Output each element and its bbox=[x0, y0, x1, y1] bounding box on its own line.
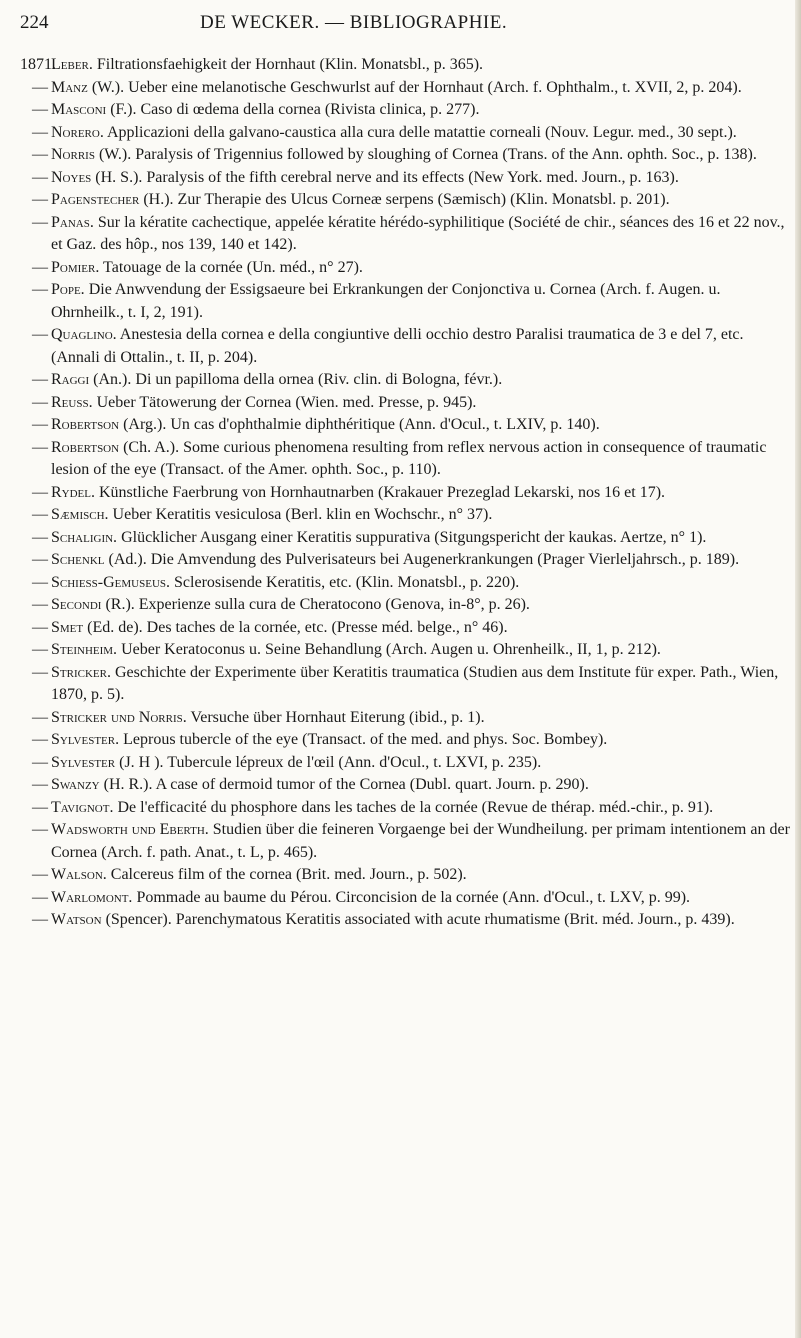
ditto-dash: — bbox=[32, 708, 48, 726]
bibliography-entry bbox=[20, 77, 790, 100]
entry-body bbox=[51, 887, 790, 910]
entry-citation: (H. S.). Paralysis of the fifth cerebral nerve and its effects (New York. med. Journ., p. 163). bbox=[91, 168, 679, 186]
entry-citation: (W.). Paralysis of Trigennius followed by sloughing of Cornea (Trans. of the Ann. ophth. Soc., p. 138). bbox=[94, 146, 757, 163]
entry-body bbox=[51, 212, 790, 257]
ditto-dash: — bbox=[32, 821, 48, 838]
bibliography-list bbox=[20, 54, 790, 932]
entry-citation: Ueber Keratitis vesiculosa (Berl. klin en Wochschr., n° 37). bbox=[108, 506, 493, 523]
entry-author: Manz bbox=[51, 78, 88, 96]
entry-author: Reuss. bbox=[51, 393, 93, 411]
bibliography-entry bbox=[20, 54, 790, 77]
ditto-dash: — bbox=[32, 438, 48, 456]
ditto-dash: — bbox=[32, 776, 48, 793]
entry-author: Leber. bbox=[51, 56, 93, 73]
ditto-dash: — bbox=[32, 798, 48, 816]
page-header bbox=[0, 12, 801, 42]
entry-body bbox=[51, 279, 790, 324]
bibliography-entry bbox=[20, 167, 790, 190]
bibliography-entry bbox=[20, 527, 790, 550]
ditto-dash: — bbox=[32, 506, 48, 523]
entry-citation: Künstliche Faerbrung von Hornhautnarben (Krakauer Prezeglad Lekarski, nos 16 et 17). bbox=[95, 483, 666, 501]
page-edge bbox=[795, 0, 801, 1338]
entry-body bbox=[51, 257, 790, 280]
entry-citation: Filtrationsfaehigkeit der Hornhaut (Klin. Monatsbl., p. 365). bbox=[92, 56, 484, 73]
entry-author: Pagenstecher bbox=[51, 191, 140, 208]
bibliography-entry bbox=[20, 122, 790, 145]
bibliography-entry bbox=[20, 864, 790, 887]
bibliography-entry bbox=[20, 437, 790, 482]
bibliography-entry bbox=[20, 887, 790, 910]
entry-citation: Die Anwvendung der Essigsaeure bei Erkrankungen der Conjonctiva u. Cornea (Arch. f. Augen. u. Ohrnheilk., t. I, 2, 191). bbox=[51, 281, 721, 321]
bibliography-entry bbox=[20, 662, 790, 707]
entry-author: Steinheim. bbox=[51, 641, 118, 658]
entry-body bbox=[51, 144, 790, 167]
entry-author: Panas. bbox=[51, 213, 94, 231]
ditto-dash: — bbox=[32, 866, 48, 883]
entry-body bbox=[51, 797, 790, 820]
entry-body bbox=[51, 122, 790, 145]
entry-author: Robertson bbox=[51, 416, 120, 433]
year-label: 1871. bbox=[20, 56, 56, 73]
entry-body bbox=[51, 909, 790, 932]
entry-body bbox=[51, 639, 790, 662]
ditto-dash: — bbox=[32, 168, 48, 186]
ditto-dash: — bbox=[32, 371, 48, 388]
ditto-dash: — bbox=[32, 416, 48, 433]
bibliography-entry bbox=[20, 617, 790, 640]
entry-body bbox=[51, 504, 790, 527]
entry-body bbox=[51, 572, 790, 595]
ditto-dash: — bbox=[32, 753, 48, 771]
bibliography-entry bbox=[20, 909, 790, 932]
entry-body bbox=[51, 77, 790, 100]
entry-citation: (Ch. A.). Some curious phenomena resulting from reflex nervous action in consequence of traumatic lesion of the eye (Transact. of the Amer. ophth. Soc., p. 110). bbox=[51, 438, 767, 478]
entry-body bbox=[51, 392, 790, 415]
ditto-dash: — bbox=[32, 911, 48, 928]
entry-body bbox=[51, 752, 790, 775]
entry-citation: Tatouage de la cornée (Un. méd., n° 27). bbox=[99, 258, 363, 276]
bibliography-entry bbox=[20, 594, 790, 617]
entry-author: Norris bbox=[51, 146, 95, 163]
bibliography-entry bbox=[20, 414, 790, 437]
entry-citation: (R.). Experienze sulla cura de Cheratocono (Genova, in-8°, p. 26). bbox=[101, 596, 530, 613]
entry-author: Watson bbox=[51, 911, 102, 928]
entry-author: Sylvester bbox=[51, 753, 116, 771]
entry-author: Pope. bbox=[51, 281, 85, 298]
entry-author: Walson. bbox=[51, 866, 107, 883]
entry-body bbox=[51, 189, 790, 212]
entry-author: Secondi bbox=[51, 596, 102, 613]
ditto-dash: — bbox=[32, 731, 48, 748]
entry-author: Sylvester. bbox=[51, 731, 120, 748]
bibliography-entry bbox=[20, 549, 790, 572]
bibliography-entry bbox=[20, 504, 790, 527]
bibliography-entry bbox=[20, 324, 790, 369]
page-number: 224 bbox=[20, 12, 49, 33]
bibliography-entry bbox=[20, 819, 790, 864]
entry-author: Stricker und Norris. bbox=[51, 708, 187, 726]
bibliography-entry bbox=[20, 639, 790, 662]
ditto-dash: — bbox=[32, 281, 48, 298]
bibliography-entry bbox=[20, 797, 790, 820]
entry-author: Norero. bbox=[51, 123, 104, 141]
bibliography-entry bbox=[20, 279, 790, 324]
entry-author: Quaglino. bbox=[51, 326, 117, 343]
entry-citation: Anestesia della cornea e della congiuntive delli occhio destro Paralisi traumatica de 3 e del 7, etc. (Annali di Ottalin., t. II, p. 204). bbox=[51, 326, 744, 366]
entry-body bbox=[51, 369, 790, 392]
entry-citation: De l'efficacité du phosphore dans les taches de la cornée (Revue de thérap. méd.-chir., p. 91). bbox=[113, 798, 714, 816]
entry-author: Schaligin. bbox=[51, 528, 118, 546]
entry-body bbox=[51, 414, 790, 437]
ditto-dash: — bbox=[32, 123, 48, 141]
ditto-dash: — bbox=[32, 258, 48, 276]
ditto-dash: — bbox=[32, 573, 48, 591]
ditto-dash: — bbox=[32, 213, 48, 231]
bibliography-entry bbox=[20, 572, 790, 595]
bibliography-entry bbox=[20, 144, 790, 167]
entry-author: Stricker. bbox=[51, 663, 111, 681]
entry-body bbox=[51, 707, 790, 730]
entry-citation: Leprous tubercle of the eye (Transact. of the med. and phys. Soc. Bombey). bbox=[119, 731, 608, 748]
bibliography-entry bbox=[20, 774, 790, 797]
entry-author: Swanzy bbox=[51, 776, 100, 793]
entry-citation: Geschichte der Experimente über Keratitis traumatica (Studien aus dem Institute für exper. Path., Wien, 1870, p. 5). bbox=[51, 663, 779, 703]
entry-body bbox=[51, 774, 790, 797]
ditto-dash: — bbox=[32, 101, 48, 118]
ditto-dash: — bbox=[32, 618, 48, 636]
ditto-dash: — bbox=[32, 78, 48, 96]
entry-citation: (H. R.). A case of dermoid tumor of the Cornea (Dubl. quart. Journ. p. 290). bbox=[99, 776, 589, 793]
bibliography-entry bbox=[20, 707, 790, 730]
entry-author: Pomier. bbox=[51, 258, 100, 276]
entry-citation: Pommade au baume du Pérou. Circoncision de la cornée (Ann. d'Ocul., t. LXV, p. 99). bbox=[132, 888, 691, 906]
entry-citation: Applicazioni della galvano-caustica alla cura delle matattie corneali (Nouv. Legur. med., 30 sept.). bbox=[103, 123, 737, 141]
entry-body bbox=[51, 864, 790, 887]
entry-citation: (H.). Zur Therapie des Ulcus Corneæ serpens (Sæmisch) (Klin. Monatsbl. p. 201). bbox=[139, 191, 670, 208]
ditto-dash: — bbox=[32, 393, 48, 411]
ditto-dash: — bbox=[32, 888, 48, 906]
entry-citation: Ueber Keratoconus u. Seine Behandlung (Arch. Augen u. Ohrenheilk., II, 1, p. 212). bbox=[117, 641, 661, 658]
running-head: DE WECKER. — BIBLIOGRAPHIE. bbox=[200, 12, 508, 33]
entry-author: Wadsworth und Eberth. bbox=[51, 821, 209, 838]
entry-citation: (J. H ). Tubercule lépreux de l'œil (Ann. d'Ocul., t. LXVI, p. 235). bbox=[115, 753, 542, 771]
entry-citation: (An.). Di un papilloma della ornea (Riv. clin. di Bologna, févr.). bbox=[89, 371, 503, 388]
ditto-dash: — bbox=[32, 483, 48, 501]
bibliography-entry bbox=[20, 189, 790, 212]
entry-author: Schiess-Gemuseus. bbox=[51, 573, 171, 591]
entry-citation: (Arg.). Un cas d'ophthalmie diphthéritique (Ann. d'Ocul., t. LXIV, p. 140). bbox=[119, 416, 600, 433]
bibliography-entry bbox=[20, 729, 790, 752]
entry-author: Smet bbox=[51, 618, 84, 636]
bibliography-entry bbox=[20, 752, 790, 775]
ditto-dash: — bbox=[32, 551, 48, 568]
entry-body bbox=[51, 167, 790, 190]
entry-author: Sæmisch. bbox=[51, 506, 109, 523]
ditto-dash: — bbox=[32, 641, 48, 658]
entry-author: Masconi bbox=[51, 101, 107, 118]
entry-author: Raggi bbox=[51, 371, 90, 388]
entry-citation: Versuche über Hornhaut Eiterung (ibid., p. 1). bbox=[186, 708, 485, 726]
entry-body bbox=[51, 594, 790, 617]
entry-citation: (Ad.). Die Amvendung des Pulverisateurs bei Augenerkrankungen (Prager Vierleljahrsch., p. 189). bbox=[104, 551, 740, 568]
bibliography-entry bbox=[20, 99, 790, 122]
entry-author: Warlomont. bbox=[51, 888, 133, 906]
ditto-dash: — bbox=[32, 191, 48, 208]
entry-citation: Calcereus film of the cornea (Brit. med. Journ., p. 502). bbox=[106, 866, 467, 883]
entry-citation: Glücklicher Ausgang einer Keratitis suppurativa (Sitgungspericht der kaukas. Aertze, n° 1). bbox=[117, 528, 707, 546]
bibliography-entry bbox=[20, 212, 790, 257]
entry-body bbox=[51, 819, 790, 864]
entry-author: Robertson bbox=[51, 438, 120, 456]
entry-citation: (Spencer). Parenchymatous Keratitis associated with acute rhumatisme (Brit. méd. Journ., p. 439). bbox=[101, 911, 735, 928]
entry-citation: Ueber Tätowerung der Cornea (Wien. med. Presse, p. 945). bbox=[92, 393, 477, 411]
ditto-dash: — bbox=[32, 528, 48, 546]
bibliography-entry bbox=[20, 482, 790, 505]
entry-body bbox=[51, 527, 790, 550]
ditto-dash: — bbox=[32, 146, 48, 163]
ditto-dash: — bbox=[32, 326, 48, 343]
entry-body bbox=[51, 99, 790, 122]
entry-citation: Sclerosisende Keratitis, etc. (Klin. Monatsbl., p. 220). bbox=[170, 573, 520, 591]
entry-citation: (Ed. de). Des taches de la cornée, etc. (Presse méd. belge., n° 46). bbox=[83, 618, 508, 636]
entry-author: Rydel. bbox=[51, 483, 95, 501]
entry-body bbox=[51, 549, 790, 572]
entry-body bbox=[51, 617, 790, 640]
entry-body bbox=[51, 729, 790, 752]
entry-author: Tavignot. bbox=[51, 798, 114, 816]
bibliography-entry bbox=[20, 369, 790, 392]
ditto-dash: — bbox=[32, 663, 48, 681]
entry-author: Schenkl bbox=[51, 551, 105, 568]
entry-citation: (W.). Ueber eine melanotische Geschwurlst auf der Hornhaut (Arch. f. Ophthalm., t. XVII, 2, p. 204). bbox=[87, 78, 742, 96]
ditto-dash: — bbox=[32, 596, 48, 613]
bibliography-entry bbox=[20, 392, 790, 415]
entry-citation: (F.). Caso di œdema della cornea (Rivista clinica, p. 277). bbox=[106, 101, 480, 118]
entry-body bbox=[51, 54, 790, 77]
entry-author: Noyes bbox=[51, 168, 92, 186]
entry-body bbox=[51, 662, 790, 707]
entry-citation: Sur la kératite cachectique, appelée kératite hérédo-syphilitique (Société de chir., séances des 16 et 22 nov., et Gaz. des hôp., nos 139, 140 et 142). bbox=[51, 213, 785, 253]
entry-body bbox=[51, 324, 790, 369]
bibliography-entry bbox=[20, 257, 790, 280]
entry-body bbox=[51, 482, 790, 505]
entry-citation: Studien über die feineren Vorgaenge bei der Wundheilung. per primam intentionem an der Cornea (Arch. f. path. Anat., t. L, p. 465). bbox=[51, 821, 790, 861]
entry-body bbox=[51, 437, 790, 482]
